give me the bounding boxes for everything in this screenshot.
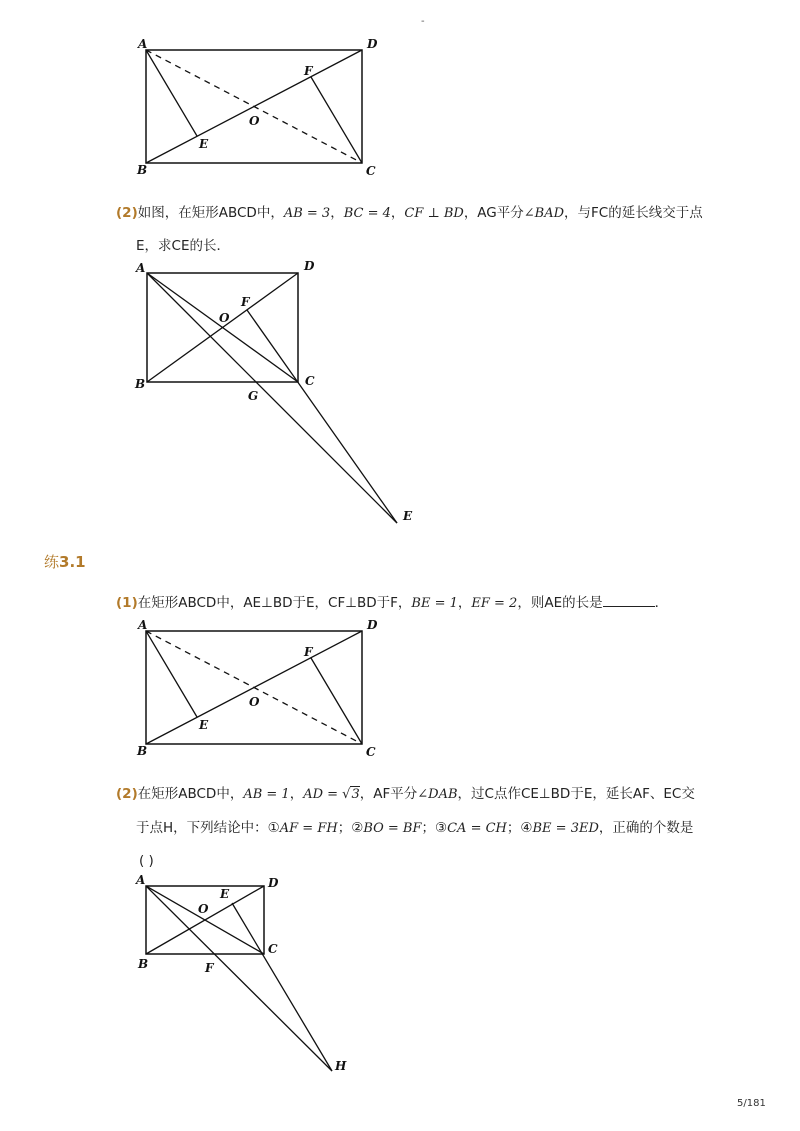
question-2-line-1: (2)如图，在矩形ABCD中，AB = 3，BC = 4，CF ⊥ BD，AG平分∠BAD，与FC的延长线交于点 [116, 205, 703, 221]
label-d: D [268, 876, 279, 890]
question-2-line-2: E，求CE的长． [136, 238, 230, 254]
label-a: A [136, 873, 146, 887]
label-c: C [366, 745, 376, 759]
page-number: 5/181 [737, 1098, 766, 1109]
question-number: (1) [116, 595, 138, 611]
label-b: B [137, 744, 148, 758]
practice-2-line-1: (2)在矩形ABCD中，AB = 1，AD = √3，AF平分∠DAB，过C点作CE⊥BD于E，延长AF、EC交 [116, 786, 695, 802]
label-c: C [305, 374, 315, 388]
label-f: F [304, 64, 313, 78]
label-g: G [248, 389, 259, 403]
label-h: H [335, 1059, 347, 1073]
label-b: B [138, 957, 149, 971]
label-e: E [199, 718, 209, 732]
header-mark: - [421, 16, 425, 27]
label-o: O [219, 311, 230, 325]
label-c: C [366, 164, 376, 178]
label-b: B [135, 377, 146, 391]
practice-1-line: (1)在矩形ABCD中，AE⊥BD于E，CF⊥BD于F，BE = 1，EF = 2，则AE的长是 ． [116, 595, 669, 611]
section-heading: 练3.1 [44, 553, 86, 571]
label-a: A [138, 618, 148, 632]
label-o: O [198, 902, 209, 916]
label-b: B [137, 163, 148, 177]
question-number: (2) [116, 786, 138, 802]
question-number: (2) [116, 205, 138, 221]
label-e: E [403, 509, 413, 523]
label-e: E [220, 887, 230, 901]
practice-2-line-2: 于点H，下列结论中：①AF = FH；②BO = BF；③CA = CH；④BE = 3ED，正确的个数是 [136, 820, 694, 836]
label-f: F [304, 645, 313, 659]
label-o: O [249, 114, 260, 128]
label-e: E [199, 137, 209, 151]
label-a: A [136, 261, 146, 275]
label-d: D [367, 618, 378, 632]
label-f: F [205, 961, 214, 975]
label-f: F [241, 295, 250, 309]
label-c: C [268, 942, 278, 956]
label-o: O [249, 695, 260, 709]
answer-choice-parentheses[interactable]: ( ) [139, 853, 154, 869]
label-d: D [367, 37, 378, 51]
label-d: D [304, 259, 315, 273]
label-a: A [138, 37, 148, 51]
